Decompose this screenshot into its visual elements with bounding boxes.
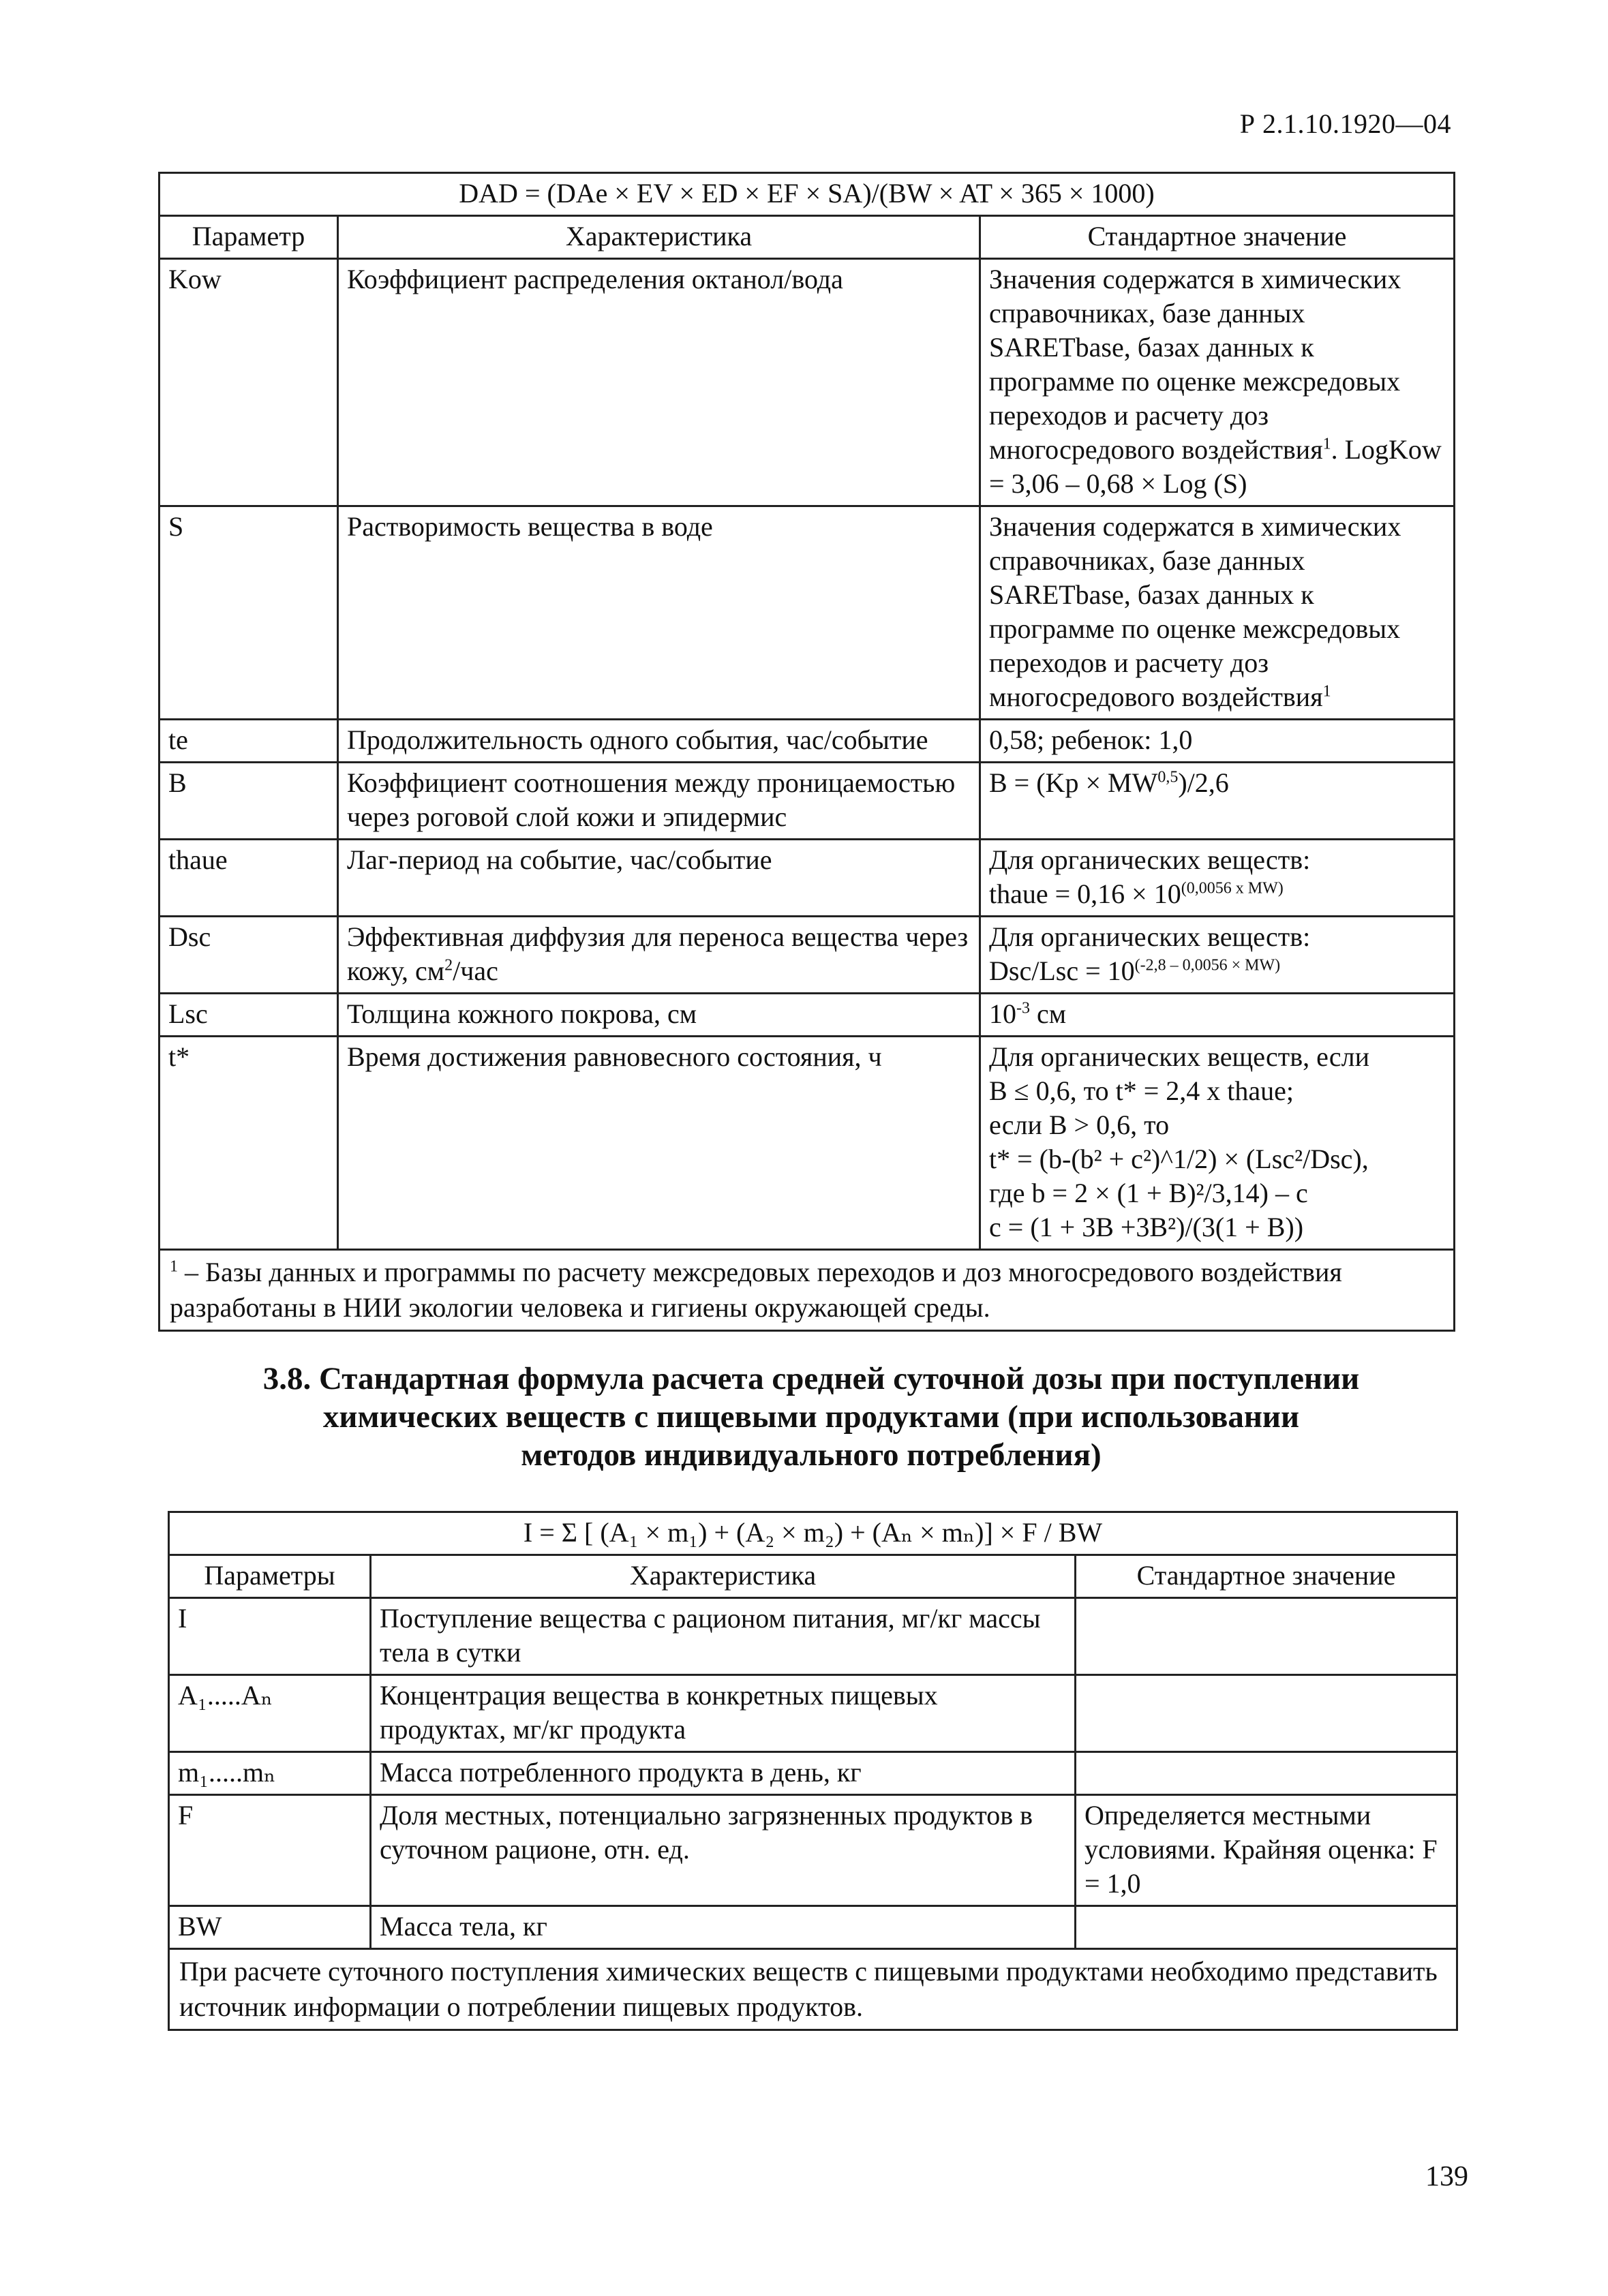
table-footnote [160, 1250, 1455, 1331]
value-cell [980, 763, 1455, 840]
table-row [160, 506, 1455, 720]
column-header-parameter: Параметр [160, 216, 338, 259]
value-line: Для органических веществ: [989, 921, 1311, 952]
value-line: c = (1 + 3B +3B²)/(3(1 + B)) [989, 1212, 1304, 1242]
value-line: t* = (b-(b² + c²)^1/2) × (Lsc²/Dsc), [989, 1144, 1369, 1174]
table-row [160, 720, 1455, 763]
value-line: если B > 0,6, то [989, 1109, 1170, 1140]
param-cell: A₁.....Aₙ [169, 1675, 371, 1752]
value-text: Dsc/Lsc = 10 [989, 955, 1135, 986]
table-row [160, 763, 1455, 840]
desc-cell: Коэффициент соотношения между проницаемостью через роговой слой кожи и эпидермис [338, 763, 980, 840]
value-cell [980, 917, 1455, 994]
footnote-text: – Базы данных и программы по расчету межсредовых переходов и доз многосредового воздействия разработаны в НИИ экологии человека и гигиены окружающей среды. [170, 1257, 1342, 1323]
desc-cell: Толщина кожного покрова, см [338, 994, 980, 1037]
value-line: Для органических веществ: [989, 844, 1311, 875]
table-formula-row [160, 173, 1455, 216]
table-formula-row [169, 1512, 1457, 1555]
table-row [169, 1598, 1457, 1675]
footnote-mark: 1 [170, 1257, 178, 1276]
table-footnote-row [160, 1250, 1455, 1331]
value-text: Значения содержатся в химических справочниках, базе данных SARETbase, базах данных к программе по оценке межсредовых переходов и расчету доз многосредового воздействия [989, 511, 1401, 712]
param-cell: Kow [160, 259, 338, 506]
section-heading-line: методов индивидуального потребления) [521, 1437, 1102, 1473]
param-cell: I [169, 1598, 371, 1675]
value-cell [1076, 1675, 1457, 1752]
value-text: см [1030, 998, 1067, 1029]
column-header-characteristic: Характеристика [371, 1555, 1076, 1598]
footnote-ref: 1 [1322, 435, 1331, 453]
table-dermal-exposure [158, 172, 1455, 1332]
param-cell: F [169, 1795, 371, 1906]
value-cell [1076, 1598, 1457, 1675]
value-cell [1076, 1752, 1457, 1795]
param-cell: Dsc [160, 917, 338, 994]
dad-formula: DAD = (DAe × EV × ED × EF × SA)/(BW × AT × 365 × 1000) [160, 173, 1455, 216]
value-text: B = (Kp × MW [989, 767, 1158, 798]
page-number: 139 [1425, 2161, 1468, 2192]
section-heading [170, 1360, 1452, 1474]
section-heading-line: 3.8. Стандартная формула расчета средней суточной дозы при поступлении [262, 1361, 1360, 1396]
desc-cell: Поступление вещества с рационом питания, мг/кг массы тела в сутки [371, 1598, 1076, 1675]
desc-cell [338, 917, 980, 994]
table-row [160, 917, 1455, 994]
value-cell: 0,58; ребенок: 1,0 [980, 720, 1455, 763]
param-cell: B [160, 763, 338, 840]
column-header-standard-value: Стандартное значение [980, 216, 1455, 259]
value-line: B ≤ 0,6, то t* = 2,4 x thaue; [989, 1075, 1294, 1106]
value-text: 10 [989, 998, 1016, 1029]
table-row [169, 1675, 1457, 1752]
value-cell [980, 840, 1455, 917]
value-text: Значения содержатся в химических справочниках, базе данных SARETbase, базах данных к программе по оценке межсредовых переходов и расчету доз многосредового воздействия [989, 264, 1401, 465]
desc-cell: Продолжительность одного события, час/событие [338, 720, 980, 763]
param-cell: S [160, 506, 338, 720]
exponent: (-2,8 – 0,0056 × MW) [1134, 956, 1281, 975]
param-cell: te [160, 720, 338, 763]
value-cell [1076, 1906, 1457, 1949]
desc-cell: Растворимость вещества в воде [338, 506, 980, 720]
intake-formula: I = Σ [ (A₁ × m₁) + (A₂ × m₂) + (Aₙ × mₙ)] × F / BW [169, 1512, 1457, 1555]
param-cell: BW [169, 1906, 371, 1949]
value-text: )/2,6 [1178, 767, 1229, 798]
table-header-row [169, 1555, 1457, 1598]
table-header-row [160, 216, 1455, 259]
column-header-parameters: Параметры [169, 1555, 371, 1598]
table-row [160, 994, 1455, 1037]
table-row [169, 1752, 1457, 1795]
param-cell: t* [160, 1037, 338, 1250]
desc-cell: Масса тела, кг [371, 1906, 1076, 1949]
value-text: thaue = 0,16 × 10 [989, 878, 1181, 909]
column-header-standard-value: Стандартное значение [1076, 1555, 1457, 1598]
param-cell: Lsc [160, 994, 338, 1037]
exponent: -3 [1016, 999, 1030, 1017]
column-header-characteristic: Характеристика [338, 216, 980, 259]
desc-cell: Доля местных, потенциально загрязненных продуктов в суточном рационе, отн. ед. [371, 1795, 1076, 1906]
value-line: где b = 2 × (1 + B)²/3,14) – c [989, 1178, 1308, 1208]
table-row [169, 1906, 1457, 1949]
table-food-intake [168, 1511, 1458, 2031]
value-text: . LogKow = 3,06 – 0,68 × Log (S) [989, 434, 1442, 499]
section-heading-line: химических веществ с пищевыми продуктами (при использовании [322, 1399, 1300, 1435]
desc-cell: Масса потребленного продукта в день, кг [371, 1752, 1076, 1795]
value-cell [980, 994, 1455, 1037]
exponent: 0,5 [1157, 768, 1179, 786]
value-cell [980, 259, 1455, 506]
table-note-row [169, 1949, 1457, 2030]
exponent: (0,0056 x MW) [1181, 879, 1284, 898]
value-cell [980, 1037, 1455, 1250]
value-cell: Определяется местными условиями. Крайняя оценка: F = 1,0 [1076, 1795, 1457, 1906]
table-row [160, 840, 1455, 917]
value-line: Для органических веществ, если [989, 1041, 1370, 1072]
document-code: Р 2.1.10.1920—04 [1239, 108, 1451, 139]
desc-cell: Время достижения равновесного состояния, ч [338, 1037, 980, 1250]
table-row [160, 1037, 1455, 1250]
exponent: 2 [444, 956, 453, 975]
param-cell: m₁.....mₙ [169, 1752, 371, 1795]
desc-text: /час [453, 955, 498, 986]
param-cell: thaue [160, 840, 338, 917]
table-row [169, 1795, 1457, 1906]
desc-cell: Концентрация вещества в конкретных пищевых продуктах, мг/кг продукта [371, 1675, 1076, 1752]
desc-cell: Коэффициент распределения октанол/вода [338, 259, 980, 506]
desc-text: Эффективная диффузия для переноса вещества через кожу, см [347, 921, 969, 986]
footnote-ref: 1 [1322, 682, 1331, 701]
value-cell [980, 506, 1455, 720]
table-row [160, 259, 1455, 506]
desc-cell: Лаг-период на событие, час/событие [338, 840, 980, 917]
table-note: При расчете суточного поступления химических веществ с пищевыми продуктами необходимо представить источник информации о потреблении пищевых продуктов. [169, 1949, 1457, 2030]
